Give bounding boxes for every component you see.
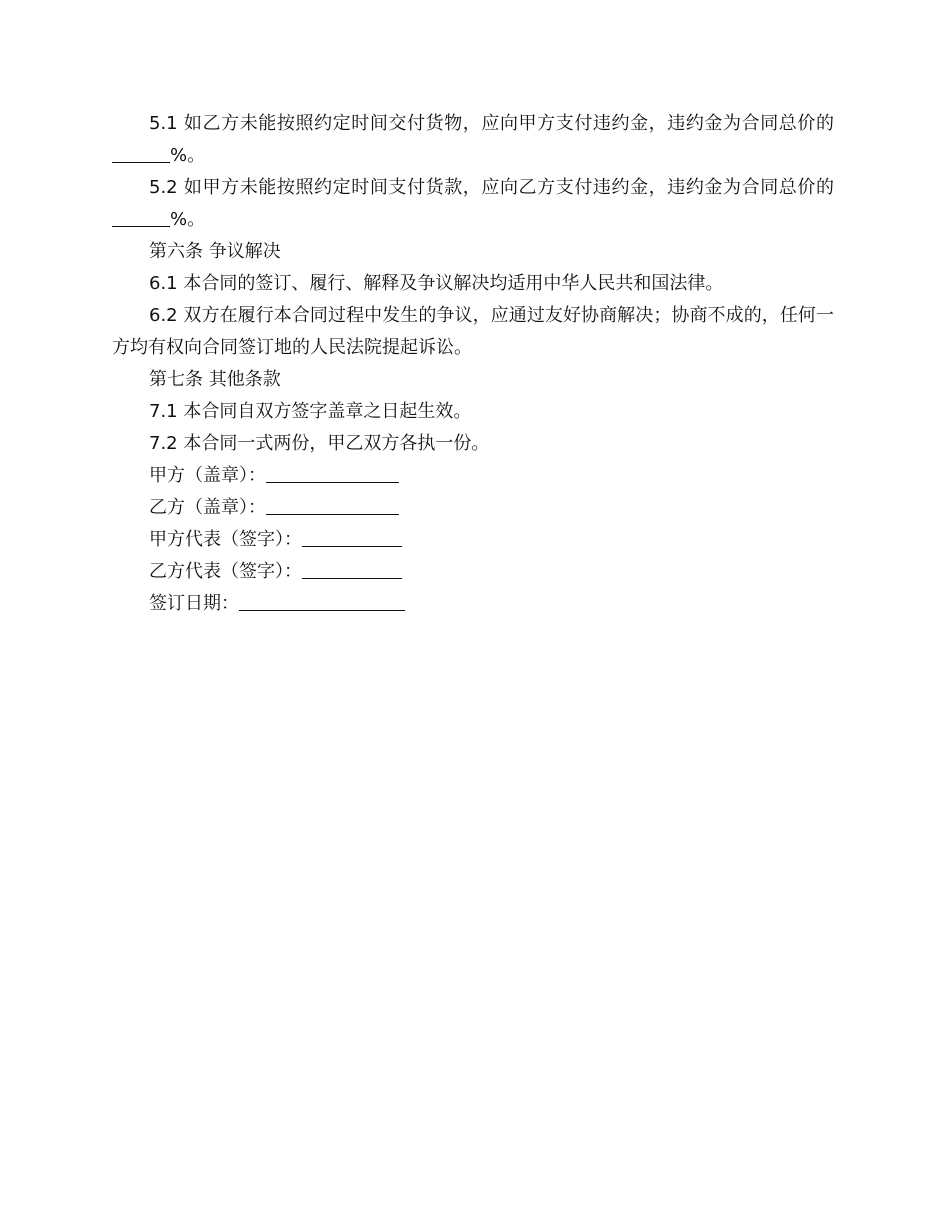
sign-date-label: 签订日期： <box>149 593 239 614</box>
clause-6-2: 6.2 双方在履行本合同过程中发生的争议，应通过友好协商解决；协商不成的，任何一方均有权向合同签订地的人民法院提起诉讼。 <box>112 305 834 358</box>
party-b-rep-field[interactable] <box>302 558 402 579</box>
party-a-seal-row <box>112 460 834 492</box>
penalty-rate-blank-a[interactable] <box>112 142 170 163</box>
clause-7-2: 7.2 本合同一式两份，甲乙双方各执一份。 <box>149 433 490 454</box>
party-b-rep-label: 乙方代表（签字）： <box>149 561 302 582</box>
party-b-seal-label: 乙方（盖章）： <box>149 497 266 518</box>
sign-date-field[interactable] <box>239 590 405 611</box>
clause-5-2 <box>112 172 834 236</box>
clause-5-2-text: 5.2 如甲方未能按照约定时间支付货款，应向乙方支付违约金，违约金为合同总价的 <box>149 177 834 198</box>
clause-5-2-suffix: %。 <box>170 209 206 230</box>
clause-5-1-text: 5.1 如乙方未能按照约定时间交付货物，应向甲方支付违约金，违约金为合同总价的 <box>149 113 834 134</box>
sign-date-row <box>112 588 834 620</box>
clause-5-1-suffix: %。 <box>170 145 206 166</box>
party-a-seal-label: 甲方（盖章）： <box>149 465 266 486</box>
party-a-rep-row <box>112 524 834 556</box>
article-6-title: 第六条 争议解决 <box>149 241 281 262</box>
party-b-rep-row <box>112 556 834 588</box>
party-a-rep-field[interactable] <box>302 526 402 547</box>
clause-5-1 <box>112 108 834 172</box>
clause-6-1: 6.1 本合同的签订、履行、解释及争议解决均适用中华人民共和国法律。 <box>149 273 724 294</box>
party-b-seal-field[interactable] <box>266 494 399 515</box>
party-b-seal-row <box>112 492 834 524</box>
penalty-rate-blank-b[interactable] <box>112 206 170 227</box>
contract-body <box>112 108 834 620</box>
article-7-title: 第七条 其他条款 <box>149 369 281 390</box>
party-a-seal-field[interactable] <box>266 462 399 483</box>
clause-7-1: 7.1 本合同自双方签字盖章之日起生效。 <box>149 401 472 422</box>
party-a-rep-label: 甲方代表（签字）： <box>149 529 302 550</box>
